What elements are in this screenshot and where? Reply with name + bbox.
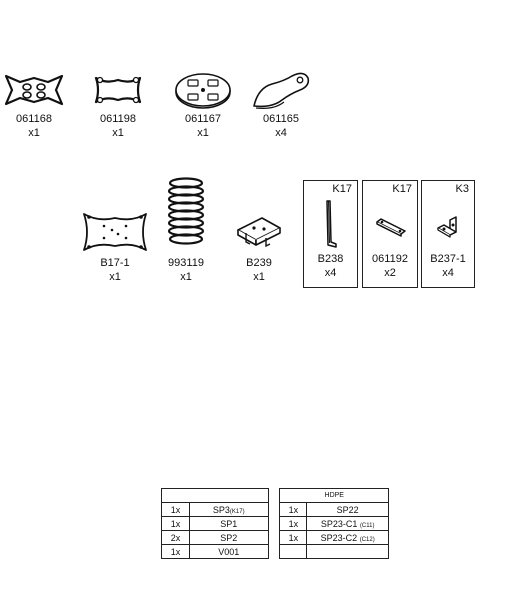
part-code: B237-1 bbox=[430, 253, 466, 265]
angle-bracket-icon bbox=[422, 198, 476, 250]
part-code: 061198 bbox=[100, 113, 136, 125]
bom-qty bbox=[280, 545, 307, 559]
kit-tag: K17 bbox=[392, 183, 412, 195]
part-061198 bbox=[86, 68, 150, 140]
part-qty: x1 bbox=[197, 127, 209, 139]
holed-cross-plate-icon bbox=[78, 208, 152, 256]
bom-qty: 1x bbox=[162, 545, 190, 559]
table-row bbox=[162, 489, 389, 503]
bom-item: SP22 bbox=[307, 503, 389, 517]
table-row bbox=[162, 517, 389, 531]
kit-box-B238 bbox=[303, 180, 358, 288]
cross-plate-icon bbox=[0, 68, 68, 112]
part-qty: x4 bbox=[442, 267, 454, 279]
part-qty: x1 bbox=[253, 271, 265, 283]
table-row bbox=[162, 503, 389, 517]
part-code: 061165 bbox=[263, 113, 299, 125]
kit-tag: K3 bbox=[455, 183, 469, 195]
bom-item bbox=[307, 545, 389, 559]
bom-qty: 1x bbox=[280, 517, 307, 531]
table-row bbox=[162, 545, 389, 559]
bom-header-left bbox=[162, 489, 269, 503]
bom-qty: 2x bbox=[162, 531, 190, 545]
rod-bracket-icon bbox=[304, 198, 359, 250]
bom-qty: 1x bbox=[162, 517, 190, 531]
bom-item: SP23-C2 (C12) bbox=[307, 531, 389, 545]
part-qty: x4 bbox=[324, 267, 337, 279]
bom-item: V001 bbox=[189, 545, 268, 559]
flat-bar-icon bbox=[363, 198, 419, 250]
part-code: B239 bbox=[246, 257, 272, 269]
bom-item: SP23-C1 (C11) bbox=[307, 517, 389, 531]
part-code: 993119 bbox=[168, 257, 204, 269]
part-code: B238 bbox=[317, 253, 344, 265]
part-qty: x1 bbox=[112, 127, 124, 139]
round-disc-icon bbox=[170, 68, 236, 112]
bom-item: SP2 bbox=[189, 531, 268, 545]
part-061167 bbox=[170, 68, 236, 140]
part-code: 061168 bbox=[16, 113, 52, 125]
kit-box-061192 bbox=[362, 180, 418, 288]
part-061165 bbox=[248, 68, 314, 140]
bom-qty: 1x bbox=[280, 503, 307, 517]
kit-tag: K17 bbox=[332, 183, 352, 195]
small-cross-plate-icon bbox=[86, 68, 150, 112]
part-qty: x1 bbox=[109, 271, 121, 283]
bracket-plate-icon bbox=[232, 208, 286, 256]
bom-qty: 1x bbox=[280, 531, 307, 545]
curved-arm-icon bbox=[248, 68, 314, 112]
coil-spring-icon bbox=[162, 176, 210, 256]
part-qty: x1 bbox=[28, 127, 40, 139]
part-B239 bbox=[232, 208, 286, 284]
kit-box-B237-1 bbox=[421, 180, 475, 288]
part-code: 061167 bbox=[185, 113, 221, 125]
bom-qty: 1x bbox=[162, 503, 190, 517]
part-code: 061192 bbox=[372, 253, 408, 265]
bom-table bbox=[161, 488, 389, 559]
part-qty: x1 bbox=[180, 271, 192, 283]
part-B17-1 bbox=[78, 208, 152, 284]
bom-header-right: HDPE bbox=[280, 489, 389, 503]
part-qty: x4 bbox=[275, 127, 287, 139]
bom-item: SP3(K17) bbox=[189, 503, 268, 517]
table-row bbox=[162, 531, 389, 545]
part-code: B17-1 bbox=[100, 257, 130, 269]
part-061168 bbox=[0, 68, 68, 140]
part-qty: x2 bbox=[384, 267, 396, 279]
part-993119 bbox=[162, 176, 210, 284]
bom-item: SP1 bbox=[189, 517, 268, 531]
